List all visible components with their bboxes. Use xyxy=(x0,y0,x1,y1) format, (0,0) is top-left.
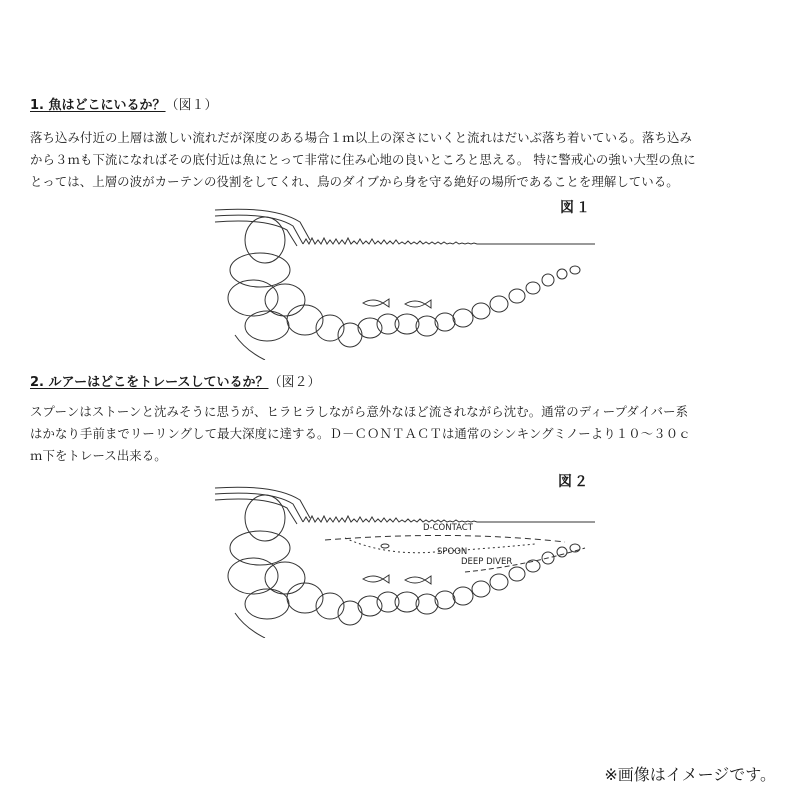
figure2-lure-trace-diagram xyxy=(205,478,600,638)
deep-diver-label: DEEP DIVER xyxy=(461,557,513,567)
section1-heading xyxy=(30,94,218,113)
section1-paragraph xyxy=(30,127,780,193)
section1-line-2: から３ｍも下流になればその底付近は魚にとって非常に住み心地の良いところと思える。 特に警戒心の強い大型の魚に xyxy=(30,152,696,167)
section2-heading xyxy=(30,371,321,390)
section2-line-1: スプーンはストーンと沈みそうに思うが、ヒラヒラしながら意外なほど流されながら沈む。通常のディープダイバー系 xyxy=(30,404,689,419)
figure2-inflow-lines xyxy=(215,487,310,524)
figure2-water-surface xyxy=(303,516,595,522)
figure1-fish xyxy=(363,299,431,308)
section2-figure-ref: （図２） xyxy=(268,375,321,390)
section1-line-1: 落ち込み付近の上層は激しい流れだが深度のある場合１ｍ以上の深さにいくと流れはだいぶ落ち着いている。落ち込み xyxy=(30,130,693,145)
section1-title: 魚はどこにいるか？ xyxy=(48,98,166,113)
section1-number: 1. xyxy=(30,98,44,113)
image-disclaimer-note: ※画像はイメージです。 xyxy=(604,765,776,784)
section2-line-3: ｍ下をトレース出来る。 xyxy=(30,448,167,463)
section2-paragraph xyxy=(30,401,780,467)
figure2-label: 図２ xyxy=(558,474,590,490)
spoon-label: SPOON xyxy=(437,547,468,557)
d-contact-label: D-CONTACT xyxy=(423,523,473,533)
figure1-river-diagram xyxy=(205,200,600,360)
figure2-channel-edge xyxy=(235,613,265,638)
figure2-fish xyxy=(363,575,431,584)
section2-line-2: はかなり手前までリーリングして最大深度に達する。Ｄ－ＣＯＮＴＡＣＴは通常のシンキングミノーより１０～３０ｃ xyxy=(30,426,691,441)
section2-title: ルアーはどこをトレースしているか？ xyxy=(48,375,269,390)
d-contact-trace-line xyxy=(325,535,565,542)
figure1-label: 図１ xyxy=(560,200,592,216)
section1-figure-ref: （図１） xyxy=(165,98,218,113)
figure1-inflow-lines xyxy=(215,209,310,246)
spoon-lure xyxy=(381,544,389,548)
figure1-water-surface xyxy=(303,238,595,244)
section2-number: 2. xyxy=(30,375,44,390)
figure2-riverbed-stones xyxy=(228,495,580,625)
figure1-channel-edge xyxy=(235,335,265,360)
figure1-riverbed-stones xyxy=(228,217,580,347)
section1-line-3: とっては、上層の波がカーテンの役割をしてくれ、鳥のダイブから身を守る絶好の場所であることを理解している。 xyxy=(30,174,679,189)
